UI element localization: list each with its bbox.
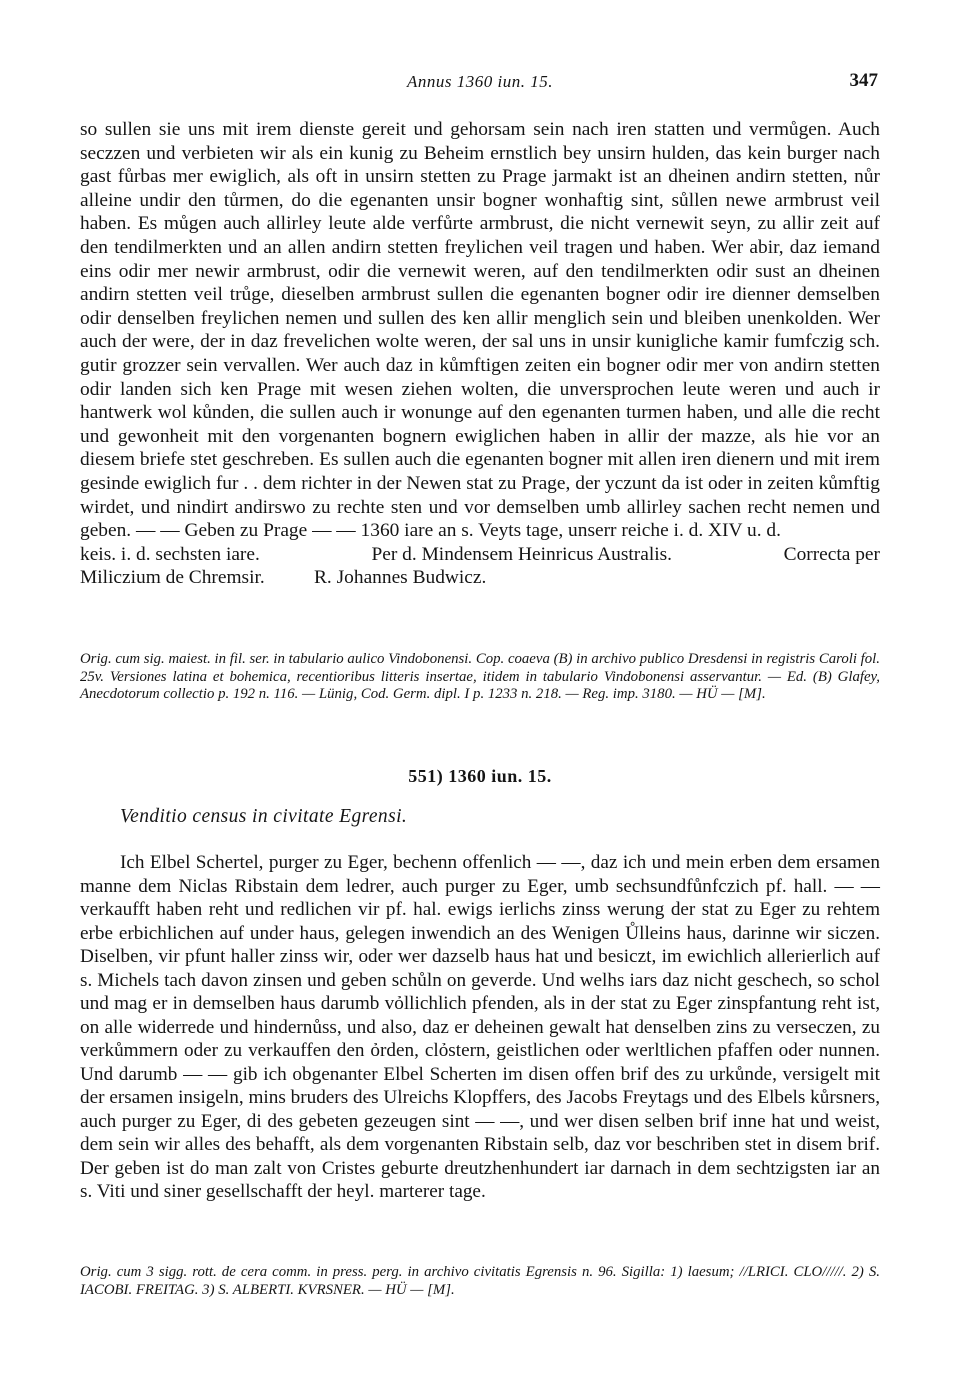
signature-line-1 xyxy=(80,543,880,567)
charter-550-text: so sullen sie uns mit irem dienste gereit und gehorsam sein nach iren statten und vermůgen. Auch seczzen und verbieten wir als ein kunig zu Beheim ernstlich bey unsirn hulden, das kein burger nach gast fůrbas mer ewiglich, als oft in unsirn stetten zu Prage jarmakt ist an dheinen andirn stetten, nůr alleine undir den tůrmen, do die egenanten unsir bogner wonhaftig sint, sůllen newe armbrust veil haben. Es můgen auch allirley leute alde verfůrte armbrust, die nicht vernewit seyn, zu allir zeit auf den tendilmerkten und an allen andirn stetten freylichen veil tragen und haben. Wer abir, daz iemand eins odir mer newir armbrust, odir die vernewit weren, auf den tendilmerkten odir sust an dheinen andirn stetten veil trůge, dieselben armbrust sullen die egenanten bogner odir ire dienner demselben odir denselben freylichen nemen und sullen des ken allir menglich sein und bleiben unenkolden. Wer auch der were, der in daz frevelichen wolte weren, der sal uns in unsir kunigliche kamir fumfczig sch. gutir grozzer sein vervallen. Wer auch daz in kůmftigen zeiten ein bogner odir mer von andirn stetten odir landen sich ken Prage mit wesen ziehen wolten, die unversprochen leute weren und auch ir hantwerk wol kůnden, die sullen auch ir wonunge auf den egenanten turmen haben, und alle die recht und gewonheit mit den vorgenanten bognern ewiglichen haben in allir der mazze, als hie vor an diesem briefe stet geschreben. Es sullen auch die egenanten bogner mit allen iren dienern und mit irem gesinde ewiglich fur . . dem richter in der Newen stat zu Prage, der yczunt da ist oder in zeiten kůmftig wirdet, und nindirt andirswo zu rechte sten und vor demselben umb allirley sachen recht nemen und geben. — — Geben zu Prage — — 1360 iare an s. Veyts tage, unserr reiche i. d. XIV u. d. xyxy=(80,119,880,542)
signature-chancery: Per d. Mindensem Heinricus Australis. xyxy=(371,543,673,565)
signature-registrator: R. Johannes Budwicz. xyxy=(314,567,487,589)
charter-551-apparatus-note: Orig. cum 3 sigg. rott. de cera comm. in press. perg. in archivo civitatis Egrensis n. 96. Sigilla: 1) laesum; //LRICI. CLO/////. 2) S. IACOBI. FREITAG. 3) S. ALBERTI. KVRSNER. — HÜ — [M]. xyxy=(80,1264,880,1298)
charter-summary: Venditio census in civitate Egrensi. xyxy=(120,806,408,827)
charter-number: 551) 1360 iun. 15. xyxy=(408,766,552,786)
charter-551-body xyxy=(80,851,880,1204)
signature-line-2 xyxy=(80,566,880,590)
signature-correcta: Correcta per xyxy=(783,543,880,565)
running-title: Annus 1360 iun. 15. xyxy=(407,72,553,91)
charter-550-apparatus-note: Orig. cum sig. maiest. in fil. ser. in tabulario aulico Vindobonensi. Cop. coaeva (B) in archivo publico Dresdensi in registris Caroli fol. 25v. Versiones latina et bohemica, recentioribus litteris insertae, itidem in tabulario Vindobonensi asservantur. — Ed. (B) Glafey, Anecdotorum collectio p. 192 n. 116. — Lünig, Cod. Germ. dipl. I p. 1233 n. 218. — Reg. imp. 3180. — HÜ — [M]. xyxy=(80,651,880,703)
page-header xyxy=(80,72,880,100)
page-number: 347 xyxy=(849,70,878,91)
charter-550-continuation xyxy=(80,118,880,590)
charter-551-text: Ich Elbel Schertel, purger zu Eger, bechenn offenlich — —, daz ich und mein erben dem ersamen manne dem Niclas Ribstain dem ledrer, auch purger zu Eger, umb sechsundfůnfczich pf. hall. — — verkaufft haben reht und redlichen vir pf. hal. ewigs ierlichs zinss werung der stat zu Eger zu rehtem erbe erbichlichen auf under haus, gelegen inwendich an des Wenigen Ůlleins haus, darinne wir siczen. Diselben, vir pfunt haller zinss wir, oder wer dazselb haus hat und besiczt, im ewichlich allerierlich auf s. Michels tach davon zinsen und geben schůln on geverde. Und welhs iars daz nicht geschech, so schol und mag er in demselben haus darumb vỏllichlich pfenden, als in der stat zu Eger zinspfantung reht ist, on alle widerrede und hindernůss, und also, daz er deheinen gewalt hat denselben zins zu verseczen, zu verkůmmern oder zu verkauffen den ỏrden, clỏstern, geistlichen oder werltlichen pfaffen oder nunnen. Und darumb — — gib ich obgenanter Elbel Scherten im disen offen brif des zu urkůnde, versigelt mit der ersamen insigeln, mins bruders des Ulreichs Klopffers, des Jacobs Freytags und des Elbels kůrsners, auch purger zu Eger, di des gebeten gezeugen sint — —, und wer disen selben brif inne hat und weist, dem sein wir alles des behafft, als dem vorgenanten Ribstain selb, daz vor beschriben stet in disem brif. Der geben ist do man zalt von Cristes geburte dreutzhenhundert iar darnach in dem sechtzigsten iar an s. Viti und siner gesellschafft der heyl. marterer tage. xyxy=(80,852,880,1202)
signature-corrector: Miliczium de Chremsir. xyxy=(80,567,265,589)
signature-date-end: keis. i. d. sechsten iare. xyxy=(80,543,260,565)
charter-551-heading xyxy=(80,766,880,836)
